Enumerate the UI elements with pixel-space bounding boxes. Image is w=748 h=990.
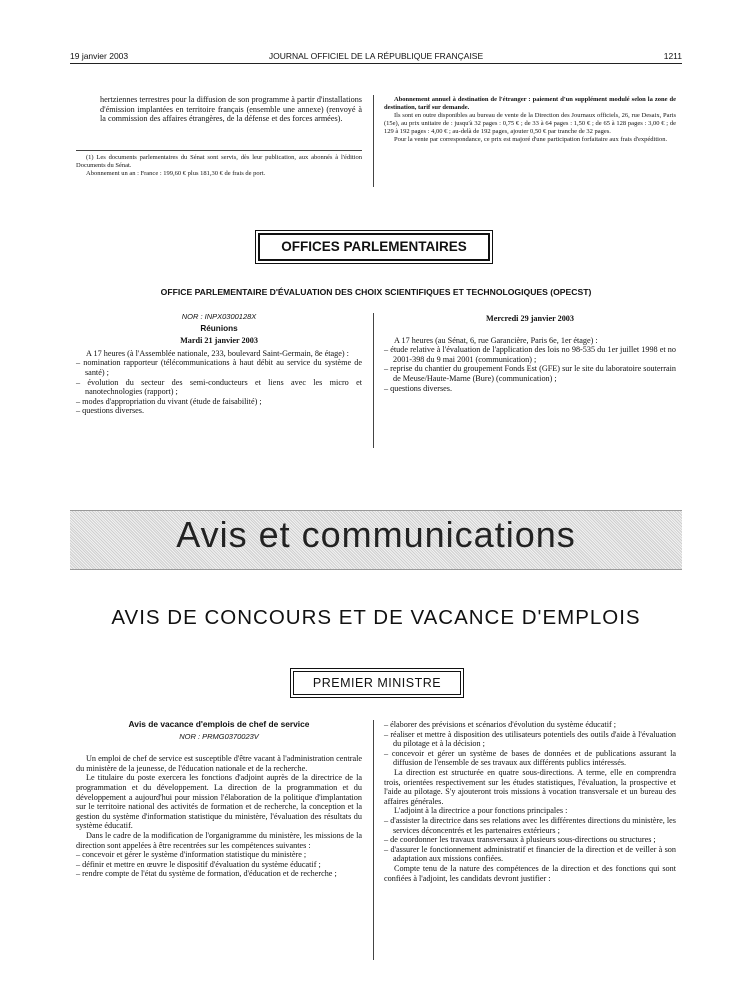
notice-paragraph: Compte tenu de la nature des compétences de la direction et des fonctions qui sont confiées à l'adjoint, les candidats devront justifier :: [384, 863, 676, 883]
header-journal-title: JOURNAL OFFICIEL DE LA RÉPUBLIQUE FRANÇAISE: [268, 51, 484, 61]
competence-item: – concevoir et gérer le système d'information statistique du ministère ;: [76, 850, 362, 860]
header-date: 19 janvier 2003: [70, 51, 129, 61]
notice-paragraph: L'adjoint à la directrice a pour fonctions principales :: [394, 806, 568, 816]
header-page-number: 1211: [663, 51, 682, 61]
ministry-box: PREMIER MINISTRE: [293, 671, 461, 695]
opecst-left-column: [76, 312, 362, 416]
competence-list-continued: [384, 720, 676, 768]
mail-order-info: Pour la vente par correspondance, ce prix est majoré d'une participation forfaitaire aux frais d'expédition.: [394, 136, 668, 143]
day1-intro: A 17 heures (à l'Assemblée nationale, 233, boulevard Saint-Germain, 8e étage) :: [86, 348, 349, 358]
agenda-item: – reprise du chantier du groupement Fonds Est (GFE) sur le site du laboratoire souterrain de Meuse/Haute-Marne (Bure) (communication) ;: [384, 364, 676, 383]
notice-paragraph: La direction est structurée en quatre sous-directions. A terme, elle en comprendra trois, orientées respectivement sur les études statistiques, l'évaluation, la prospective et l'aide au pilotage. S'y ajouteront trois missions à vocation transversale et un bureau des affaires générales.: [384, 767, 676, 806]
footnote-text: (1) Les documents parlementaires du Sénat sont servis, dès leur publication, aux abonnés à l'édition Documents du Sénat.: [76, 154, 362, 169]
footnote-block: [76, 154, 362, 178]
column-separator: [373, 720, 374, 960]
opecst-right-column: [384, 314, 676, 393]
competence-list: [76, 850, 362, 879]
notice-paragraph: Dans le cadre de la modification de l'organigramme du ministère, les missions de la direction sont appelées à être recentrées sur les compétences suivantes :: [76, 830, 362, 850]
offices-box-title: OFFICES PARLEMENTAIRES: [258, 233, 490, 261]
agenda-item: – évolution du secteur des semi-conducteurs et liens avec les micro et nanotechnologies (rapport) ;: [76, 378, 362, 397]
continued-paragraph: hertziennes terrestres pour la diffusion de son programme à partir d'installations d'émission implantées en territoire français (ensemble une annexe) (renvoyé à la commission des affaires étrangères, de la défense et des forces armées).: [100, 95, 362, 124]
competence-item: – rendre compte de l'état du système de formation, d'éducation et de recherche ;: [76, 869, 362, 879]
competence-item: – réaliser et mettre à disposition des utilisateurs potentiels des outils d'aide à l'évaluation du pilotage et à la décision ;: [384, 730, 676, 749]
day2-agenda: [384, 345, 676, 393]
day1-agenda: [76, 358, 362, 416]
function-item: – d'assurer le fonctionnement administratif et financier de la direction et de veiller à son adaptation aux missions confiées.: [384, 845, 676, 864]
functions-list: [384, 816, 676, 864]
function-item: – d'assister la directrice dans ses relations avec les différentes directions du ministère, les services déconcentrés et les partenaires extérieurs ;: [384, 816, 676, 835]
banner-title: Avis et communications: [176, 514, 576, 555]
agenda-item: – questions diverses.: [384, 384, 676, 394]
day1-heading: Mardi 21 janvier 2003: [180, 336, 258, 346]
avis-communications-banner: [70, 510, 682, 570]
header-rule: [70, 63, 682, 64]
reunions-heading: Réunions: [200, 323, 238, 333]
agenda-item: – nomination rapporteur (télécommunications à haut débit au service du système de santé) ;: [76, 358, 362, 377]
day2-heading: Mercredi 29 janvier 2003: [486, 314, 574, 323]
notice-nor: NOR : PRMG0370023V: [179, 731, 259, 741]
subscription-text: Abonnement un an : France : 199,60 € plus 181,30 € de frais de port.: [86, 170, 266, 177]
competence-item: – définir et mettre en œuvre le dispositif d'évaluation du système éducatif ;: [76, 860, 362, 870]
notice-paragraph: Le titulaire du poste exercera les fonctions d'adjoint auprès de la directrice de la programmation et du développement. La direction de la programmation et du développement a aujourd'hui pour mission l'élaboration de la politique d'implantation sur le territoire national des activités de formation et de recherche, la conception et la gestion du système d'information statistique du ministère, l'évaluation des résultats du système éducatif.: [76, 773, 362, 831]
column-separator: [373, 95, 374, 187]
top-left-text: [100, 95, 362, 124]
opecst-nor: NOR : INPX0300128X: [181, 312, 257, 321]
agenda-item: – étude relative à l'évaluation de l'application des lois no 98-535 du 1er juillet 1998 et no 2001-398 du 9 mai 2001 (communication) ;: [384, 345, 676, 364]
foreign-subscription: Abonnement annuel à destination de l'étranger : paiement d'un supplément modulé selon la zone de destination, tarif sur demande.: [384, 96, 676, 111]
column-separator: [373, 313, 374, 448]
competence-item: – élaborer des prévisions et scénarios d'évolution du système éducatif ;: [384, 720, 676, 730]
top-right-text: [384, 96, 676, 144]
sales-info: Ils sont en outre disponibles au bureau de vente de la Direction des Journaux officiels, 26, rue Desaix, Paris (15e), au prix unitaire de : jusqu'à 32 pages : 0,75 € ; de 33 à 64 pages : 1,50 € ; de 65 à 128 pages : 3,00 € ; de 129 à 192 pages : 4,00 € ; au-delà de 192 pages, ajouter 0,50 € par tranche de 32 pages.: [384, 112, 676, 135]
notice-left-column: [76, 720, 362, 879]
notice-paragraph: Un emploi de chef de service est susceptible d'être vacant à l'administration centrale du ministère de la jeunesse, de l'éducation nationale et de la recherche.: [76, 754, 362, 773]
competence-item: – concevoir et gérer un système de bases de données et de publications assurant la diffusion de l'ensemble de ses travaux aux différents publics intéressés.: [384, 749, 676, 768]
agenda-item: – modes d'appropriation du vivant (étude de faisabilité) ;: [76, 397, 362, 407]
notice-right-column: [384, 720, 676, 883]
section-title: AVIS DE CONCOURS ET DE VACANCE D'EMPLOIS: [111, 606, 641, 629]
opecst-subtitle: OFFICE PARLEMENTAIRE D'ÉVALUATION DES CHOIX SCIENTIFIQUES ET TECHNOLOGIQUES (OPECST): [160, 287, 592, 297]
notice-title: Avis de vacance d'emplois de chef de service: [128, 719, 310, 729]
function-item: – de coordonner les travaux transversaux à plusieurs sous-directions ou structures ;: [384, 835, 676, 845]
agenda-item: – questions diverses.: [76, 406, 362, 416]
day2-intro: A 17 heures (au Sénat, 6, rue Garancière, Paris 6e, 1er étage) :: [394, 335, 598, 345]
footnote-rule: [76, 150, 362, 151]
